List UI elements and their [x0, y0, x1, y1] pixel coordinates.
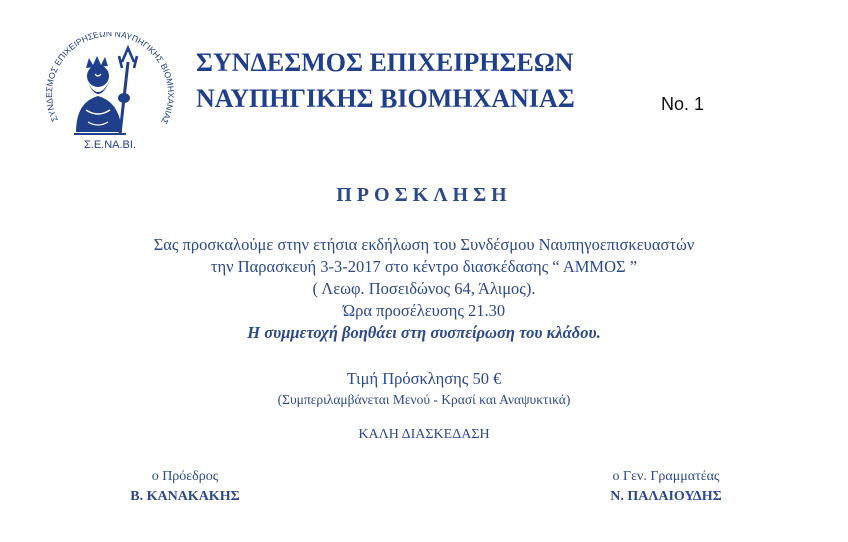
- organization-name-line2: ΝΑΥΠΗΓΙΚΗΣ ΒΙΟΜΗΧΑΝΙΑΣ: [196, 84, 575, 113]
- body-line: την Παρασκευή 3-3-2017 στο κέντρο διασκέδασης “ ΑΜΜΟΣ ”: [210, 257, 638, 276]
- signature-role: ο Πρόεδρος: [151, 469, 219, 484]
- organization-name: [196, 45, 575, 117]
- logo-abbreviation: Σ.Ε.ΝΑ.ΒΙ.: [83, 139, 137, 151]
- body-line: ( Λεωφ. Ποσειδώνος 64, Άλιμος).: [312, 279, 536, 298]
- invitation-body: [0, 234, 848, 344]
- organization-name-line1: ΣΥΝΔΕΣΜΟΣ ΕΠΙΧΕΙΡΗΣΕΩΝ: [196, 48, 574, 77]
- price-note: (Συμπεριλαμβάνεται Μενού - Κρασί και Αναψυκτικά): [277, 392, 571, 407]
- closing-greeting: ΚΑΛΗ ΔΙΑΣΚΕΔΑΣΗ: [358, 427, 490, 442]
- signature-name: Β. ΚΑΝΑΚΑΚΗΣ: [130, 489, 240, 504]
- body-emphasis-line: Η συμμετοχή βοηθάει στη συσπείρωση του κλάδου.: [247, 323, 601, 342]
- signature-role: ο Γεν. Γραμματέας: [612, 469, 720, 484]
- logo-ring-text: ΣΥΝΔΕΣΜΟΣ ΕΠΙΧΕΙΡΗΣΕΩΝ ΝΑΥΠΗΓΙΚΗΣ ΒΙΟΜΗΧΑΝΙΑΣ: [43, 32, 177, 126]
- signature-secretary: [546, 467, 786, 507]
- body-line: Σας προσκαλούμε στην ετήσια εκδήλωση του Συνδέσμου Ναυπηγοεπισκευαστών: [153, 235, 695, 254]
- body-line: Ώρα προσέλευσης 21.30: [342, 301, 506, 320]
- signature-president: [65, 467, 305, 507]
- invitation-price: Τιμή Πρόσκλησης 50 €: [346, 369, 502, 388]
- organization-logo: [40, 32, 180, 152]
- invitation-title: ΠΡΟΣΚΛΗΣΗ: [336, 184, 512, 206]
- signature-name: Ν. ΠΑΛΑΙΟΥΔΗΣ: [610, 489, 722, 504]
- poseidon-emblem-icon: [40, 32, 180, 152]
- document-number: No. 1: [661, 94, 705, 114]
